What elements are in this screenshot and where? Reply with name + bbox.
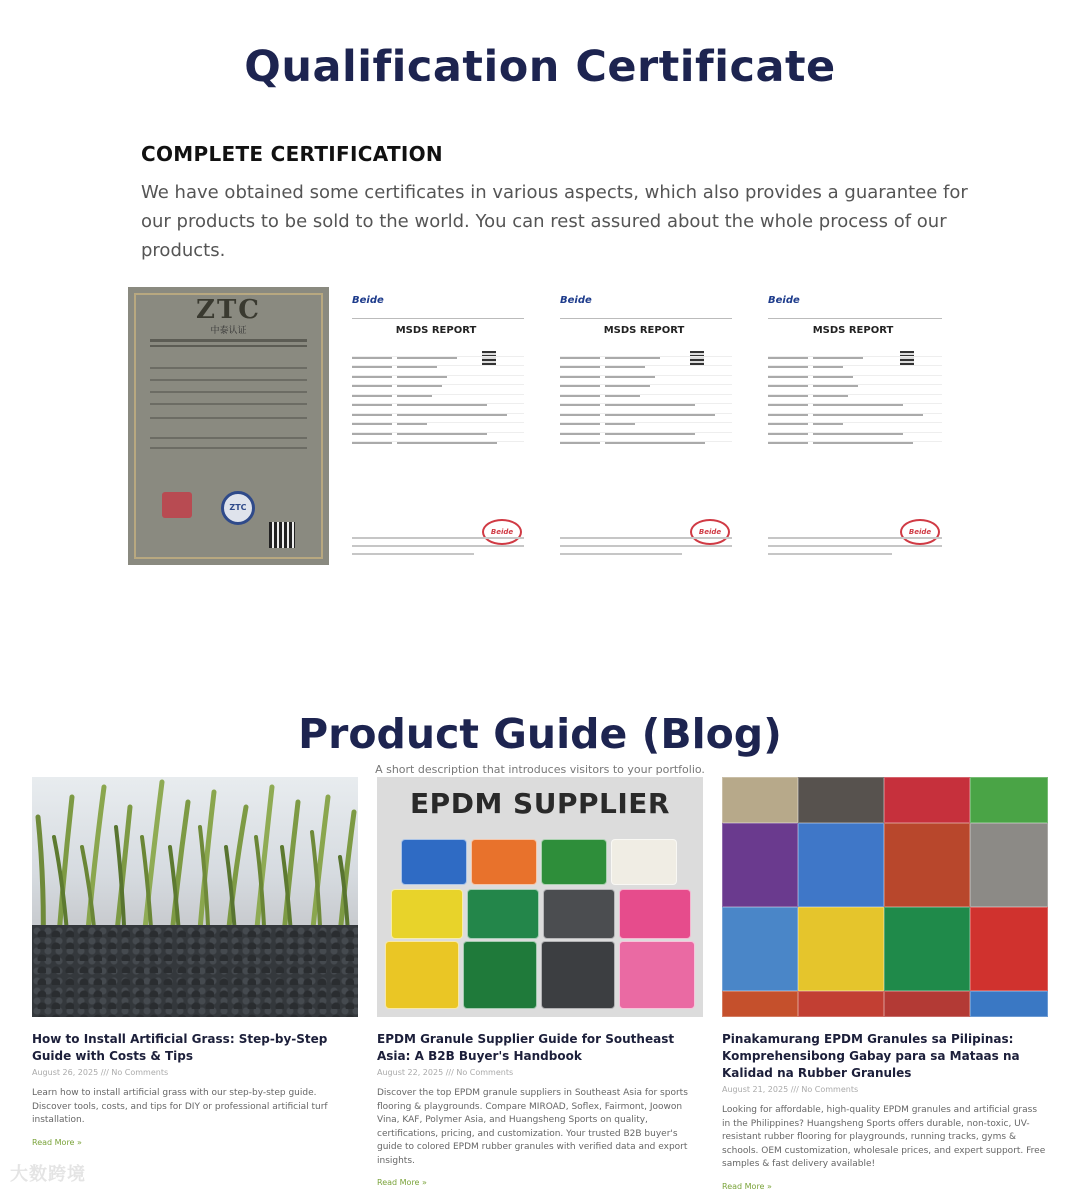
- granule-tile: [798, 991, 884, 1017]
- granule-tile: [884, 991, 970, 1017]
- red-seal-icon: [162, 492, 192, 518]
- beide-logo: Beide: [768, 295, 800, 306]
- footer-line: [768, 545, 942, 547]
- epdm-bags-image[interactable]: [377, 777, 703, 1017]
- granule-tile: [970, 907, 1048, 991]
- green-granule-bag: [463, 941, 537, 1009]
- certificate-text-line: [150, 391, 307, 393]
- msds-report-image[interactable]: [754, 287, 952, 565]
- post-title-link[interactable]: Pinakamurang EPDM Granules sa Pilipinas: Komprehensibong Gabay para sa Mataas na Kalidad na Rubber Granules: [722, 1032, 1020, 1080]
- qualification-title: Qualification Certificate: [244, 42, 836, 92]
- pink-granule-bag: [619, 889, 691, 939]
- header-rule: [352, 318, 524, 319]
- read-more-link[interactable]: Read More »: [32, 1137, 82, 1147]
- certificate-text-line: [150, 379, 307, 381]
- post-excerpt: Looking for affordable, high-quality EPDM granules and artificial grass in the Philippines? Huangsheng Sports offers durable, non-toxic, UV-resistant rubber flooring for playgrounds, running tracks, gyms & schools. OEM customization, wholesale prices, and expert support. Free samples & fast delivery available!: [722, 1105, 1046, 1169]
- granule-tile: [722, 907, 798, 991]
- footer-line: [352, 545, 524, 547]
- post-excerpt: Learn how to install artificial grass with our step-by-step guide. Discover tools, costs, and tips for DIY or professional artificial turf installation.: [32, 1088, 328, 1125]
- green-granule-bag: [541, 839, 607, 885]
- blog-post-card: [722, 777, 1048, 1191]
- certificate-text-line: [150, 367, 307, 369]
- certificate-text-line: [150, 417, 307, 419]
- footer-line: [768, 553, 892, 555]
- msds-report-image[interactable]: [546, 287, 742, 565]
- granule-tile: [970, 823, 1048, 907]
- post-meta: August 26, 2025 /// No Comments: [32, 1068, 169, 1077]
- granule-tile: [722, 823, 798, 907]
- footer-line: [560, 545, 732, 547]
- granule-tile: [798, 907, 884, 991]
- certification-description: We have obtained some certificates in various aspects, which also provides a guarantee for our products to be sold to the world. You can rest assured about the whole process of our products.: [141, 182, 968, 261]
- report-fields: [352, 347, 524, 442]
- footer-line: [352, 537, 524, 539]
- watermark-text: 大数跨境: [10, 1164, 86, 1185]
- post-excerpt: Discover the top EPDM granule suppliers in Southeast Asia for sports flooring & playgrounds. Compare MIROAD, Soflex, Fairmont, Joowon Vina, KAF, Polymer Asia, and Huangsheng Sports on quality, certifications, pricing, and customization. Your trusted B2B buyer's guide to colored EPDM rubber granules with verified data and export insights.: [377, 1088, 688, 1166]
- certification-subtitle: COMPLETE CERTIFICATION: [141, 142, 443, 166]
- msds-title: MSDS REPORT: [603, 325, 685, 336]
- certificate-gallery: [128, 287, 952, 565]
- orange-granule-bag: [471, 839, 537, 885]
- certificate-text-line: [150, 447, 307, 449]
- granule-tile: [798, 823, 884, 907]
- white-granule-bag: [611, 839, 677, 885]
- gray-granule-bag: [543, 889, 615, 939]
- ztc-round-seal-icon: ZTC: [221, 491, 255, 525]
- post-title-link[interactable]: How to Install Artificial Grass: Step-by-Step Guide with Costs & Tips: [32, 1032, 328, 1063]
- epdm-supplier-heading: EPDM SUPPLIER: [410, 787, 670, 820]
- certificate-text-line: [150, 403, 307, 405]
- yellow-granule-bag: [385, 941, 459, 1009]
- blue-granule-bag: [401, 839, 467, 885]
- granule-tile: [798, 777, 884, 823]
- footer-line: [768, 537, 942, 539]
- certificate-heading-line: [150, 339, 307, 342]
- granule-tile: [722, 991, 798, 1017]
- granule-tile: [970, 991, 1048, 1017]
- granule-tile: [884, 777, 970, 823]
- post-meta: August 22, 2025 /// No Comments: [377, 1068, 514, 1077]
- report-fields: [560, 347, 732, 442]
- artificial-grass-image[interactable]: [32, 777, 358, 1017]
- ztc-logo: ZTC: [195, 295, 262, 325]
- blog-post-card: [377, 777, 703, 1187]
- footer-line: [560, 553, 682, 555]
- granule-tile: [884, 823, 970, 907]
- red-stamp-icon: Beide: [900, 519, 940, 545]
- granule-tile: [884, 907, 970, 991]
- beide-logo: Beide: [352, 295, 384, 306]
- header-rule: [768, 318, 942, 319]
- report-fields: [768, 347, 942, 442]
- blog-post-card: [32, 777, 358, 1147]
- red-stamp-icon: Beide: [482, 519, 522, 545]
- granule-tile: [970, 777, 1048, 823]
- msds-title: MSDS REPORT: [812, 325, 894, 336]
- black-rubber-infill: [32, 925, 358, 1017]
- ztc-chinese-text: 中泰认证: [210, 326, 247, 336]
- read-more-link[interactable]: Read More »: [377, 1178, 427, 1187]
- msds-title: MSDS REPORT: [395, 325, 477, 336]
- post-title-link[interactable]: EPDM Granule Supplier Guide for Southeast Asia: A B2B Buyer's Handbook: [377, 1032, 675, 1063]
- footer-line: [352, 553, 474, 555]
- post-meta: August 21, 2025 /// No Comments: [722, 1085, 859, 1094]
- beide-logo: Beide: [560, 295, 592, 306]
- yellow-granule-bag: [391, 889, 463, 939]
- ztc-certificate-image[interactable]: [128, 287, 329, 565]
- green-granule-bag: [467, 889, 539, 939]
- black-granule-bag: [541, 941, 615, 1009]
- footer-line: [560, 537, 732, 539]
- granule-tile: [722, 777, 798, 823]
- blog-title: Product Guide (Blog): [298, 710, 782, 758]
- certificate-heading-line: [150, 345, 307, 347]
- header-rule: [560, 318, 732, 319]
- certificate-text-line: [150, 437, 307, 439]
- read-more-link[interactable]: Read More »: [722, 1181, 772, 1191]
- pink-granule-bag: [619, 941, 695, 1009]
- blog-description: A short description that introduces visitors to your portfolio.: [375, 763, 705, 776]
- msds-report-image[interactable]: [338, 287, 534, 565]
- red-stamp-icon: Beide: [690, 519, 730, 545]
- qr-code-icon: [269, 522, 295, 548]
- colored-granules-image[interactable]: [722, 777, 1048, 1017]
